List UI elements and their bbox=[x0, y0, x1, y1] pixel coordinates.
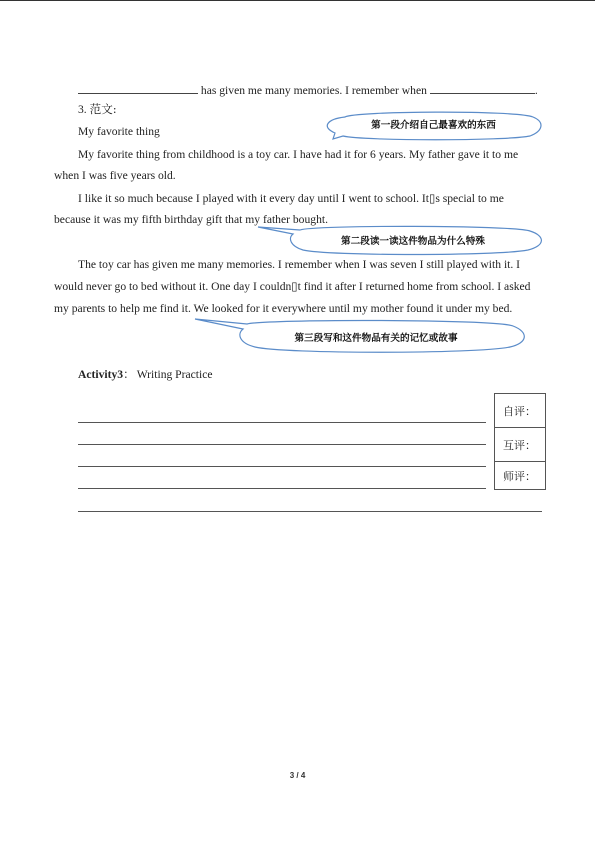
writing-line[interactable] bbox=[78, 444, 486, 445]
teacher-evaluation-label: 师评： bbox=[503, 470, 536, 483]
essay-p1-line2: when I was five years old. bbox=[54, 169, 176, 182]
prompt-line bbox=[78, 82, 538, 98]
activity-label: Activity3 bbox=[78, 368, 124, 381]
essay-p3-line3: my parents to help me find it. We looked for it everywhere until my mother found it under my bed. bbox=[54, 302, 513, 315]
callout-paragraph-1 bbox=[325, 109, 542, 139]
teacher-evaluation-box[interactable] bbox=[494, 461, 546, 490]
section-title: 范文: bbox=[89, 102, 117, 116]
page-number: 3 / 4 bbox=[289, 771, 306, 780]
callout-text-2: 第二段读一读这件物品为什么特殊 bbox=[341, 236, 485, 247]
activity-title: Writing Practice bbox=[136, 368, 213, 381]
writing-line[interactable] bbox=[78, 466, 486, 467]
callout-paragraph-2 bbox=[258, 222, 543, 254]
callout-text-1: 第一段介绍自己最喜欢的东西 bbox=[371, 120, 496, 131]
essay-p1-line1: My favorite thing from childhood is a toy car. I have had it for 6 years. My father gave it to me bbox=[78, 148, 519, 161]
peer-evaluation-box[interactable] bbox=[494, 427, 546, 462]
peer-evaluation-label: 互评： bbox=[503, 439, 536, 452]
essay-heading: My favorite thing bbox=[78, 125, 160, 138]
blank-field[interactable] bbox=[430, 82, 535, 94]
activity-colon: ： bbox=[123, 367, 135, 381]
section-number: 3. bbox=[78, 103, 87, 116]
self-evaluation-label: 自评： bbox=[503, 405, 536, 418]
self-evaluation-box[interactable] bbox=[494, 393, 546, 428]
writing-line[interactable] bbox=[78, 511, 542, 512]
callout-text-3: 第三段写和这件物品有关的记忆或故事 bbox=[294, 333, 458, 344]
writing-line[interactable] bbox=[78, 422, 486, 423]
essay-p3-line1: The toy car has given me many memories. I remember when I was seven I still played with it. I bbox=[78, 258, 521, 271]
prompt-text: has given me many memories. I remember when bbox=[198, 84, 430, 97]
essay-p2-line1: I like it so much because I played with it every day until I went to school. It▯s special to me bbox=[78, 192, 504, 205]
writing-line[interactable] bbox=[78, 488, 486, 489]
section-heading bbox=[78, 102, 117, 117]
activity-heading bbox=[78, 367, 213, 382]
header-rule bbox=[0, 0, 595, 1]
prompt-end: . bbox=[534, 84, 538, 97]
essay-p2-line2: because it was my fifth birthday gift that my father bought. bbox=[54, 213, 328, 226]
blank-field[interactable] bbox=[78, 82, 198, 94]
essay-p3-line2: would never go to bed without it. One day I couldn▯t find it after I returned home from school. I asked bbox=[54, 280, 531, 293]
callout-paragraph-3 bbox=[195, 316, 527, 352]
